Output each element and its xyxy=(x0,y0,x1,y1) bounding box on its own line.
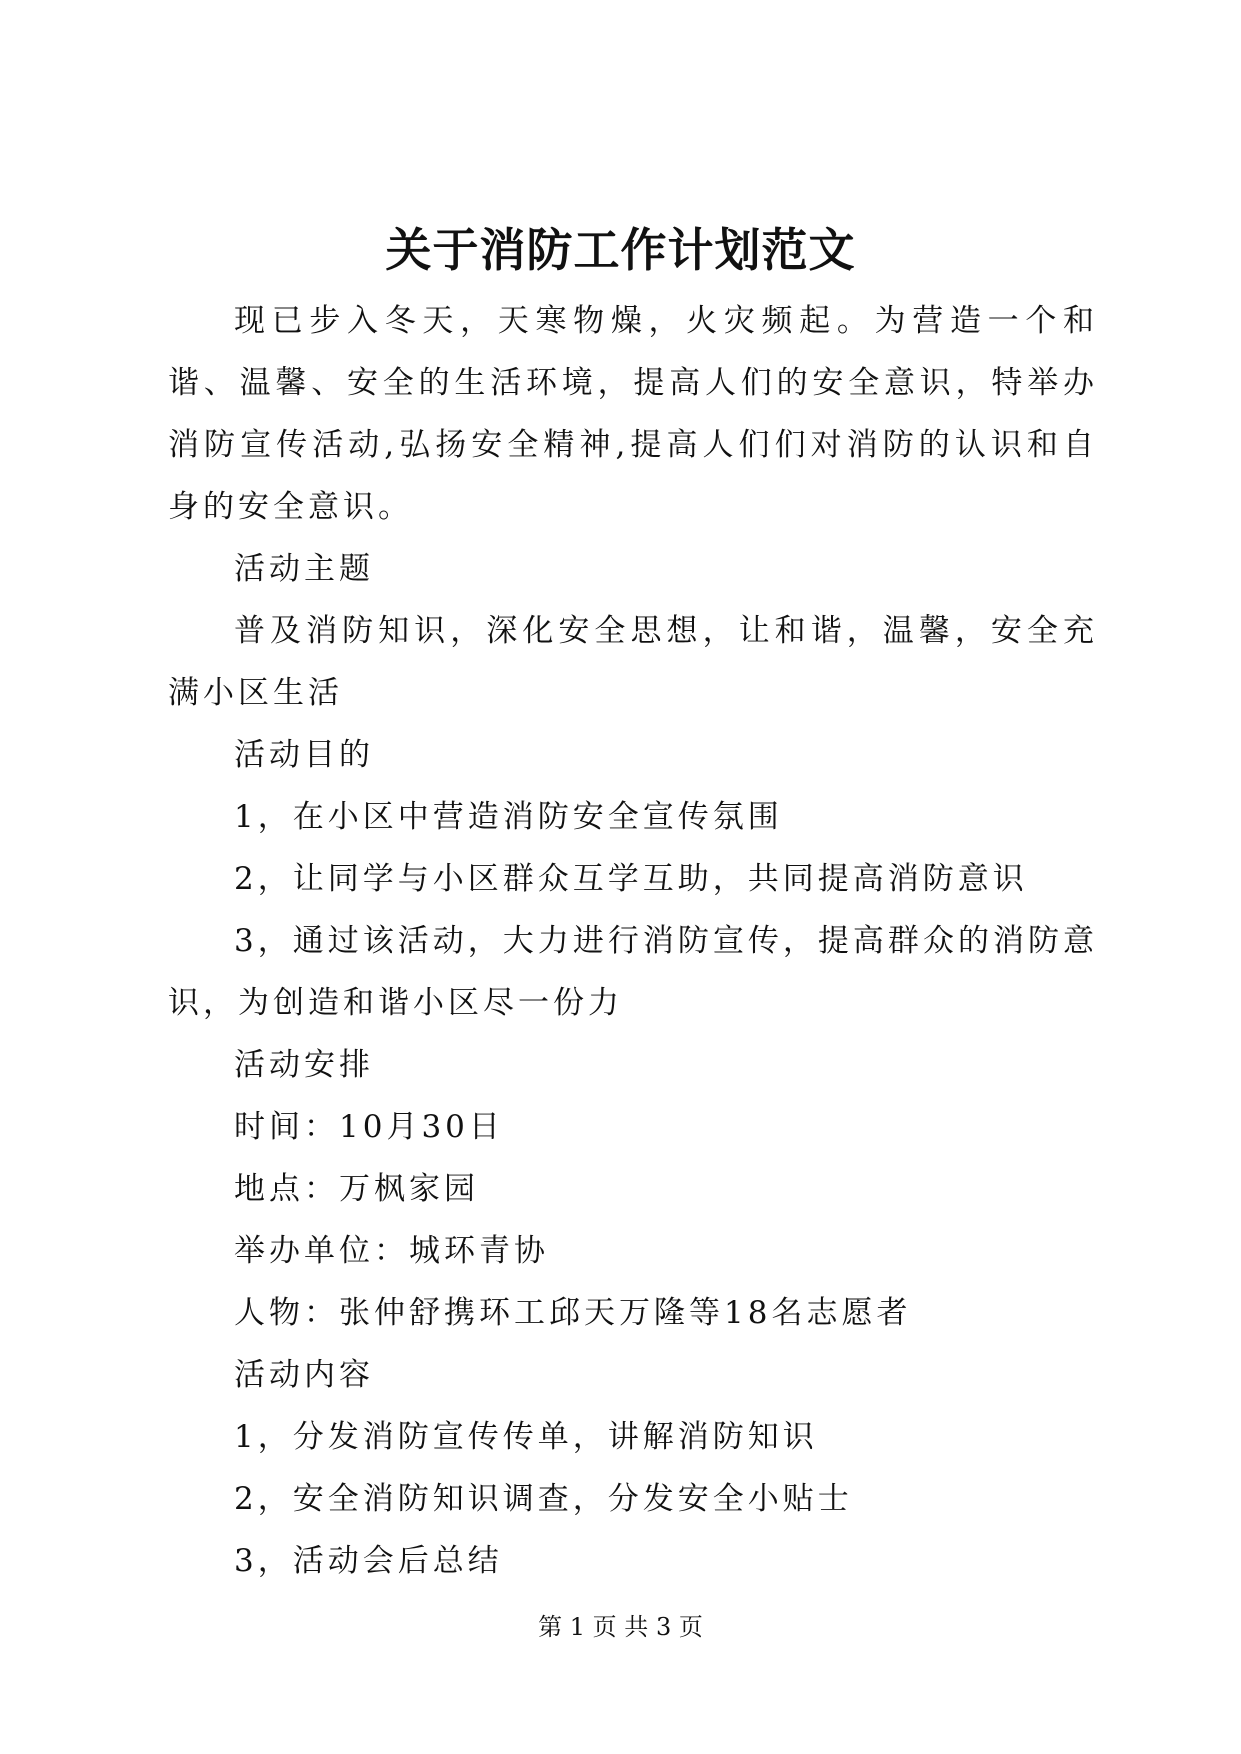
page-number-footer: 第 1 页 共 3 页 xyxy=(538,1613,703,1641)
list-item: 2，让同学与小区群众互学互助，共同提高消防意识 xyxy=(234,861,1028,897)
list-item: 2，安全消防知识调查，分发安全小贴士 xyxy=(234,1481,853,1517)
document-body xyxy=(168,290,1098,1592)
heading-activity-purpose: 活动目的 xyxy=(234,737,374,773)
paragraph-theme: 普及消防知识，深化安全思想，让和谐，温馨，安全充满小区生活 xyxy=(168,613,1098,711)
document-title: 关于消防工作计划范文 xyxy=(385,223,856,277)
arrangement-people: 人物：张仲舒携环工邱天万隆等18名志愿者 xyxy=(234,1295,912,1331)
list-item: 3，通过该活动，大力进行消防宣传，提高群众的消防意识，为创造和谐小区尽一份力 xyxy=(168,923,1098,1021)
arrangement-location: 地点：万枫家园 xyxy=(234,1171,479,1207)
list-item: 1，在小区中营造消防安全宣传氛围 xyxy=(234,799,783,835)
paragraph-intro: 现已步入冬天，天寒物燥，火灾频起。为营造一个和谐、温馨、安全的生活环境，提高人们的安全意识，特举办消防宣传活动,弘扬安全精神,提高人们们对消防的认识和自身的安全意识。 xyxy=(168,303,1098,525)
list-item: 3，活动会后总结 xyxy=(234,1543,503,1579)
heading-activity-content: 活动内容 xyxy=(234,1357,374,1393)
list-item: 1，分发消防宣传传单，讲解消防知识 xyxy=(234,1419,818,1455)
heading-activity-theme: 活动主题 xyxy=(234,551,374,587)
arrangement-organizer: 举办单位：城环青协 xyxy=(234,1233,549,1269)
heading-activity-arrangement: 活动安排 xyxy=(234,1047,374,1083)
arrangement-time: 时间：10月30日 xyxy=(234,1109,504,1145)
